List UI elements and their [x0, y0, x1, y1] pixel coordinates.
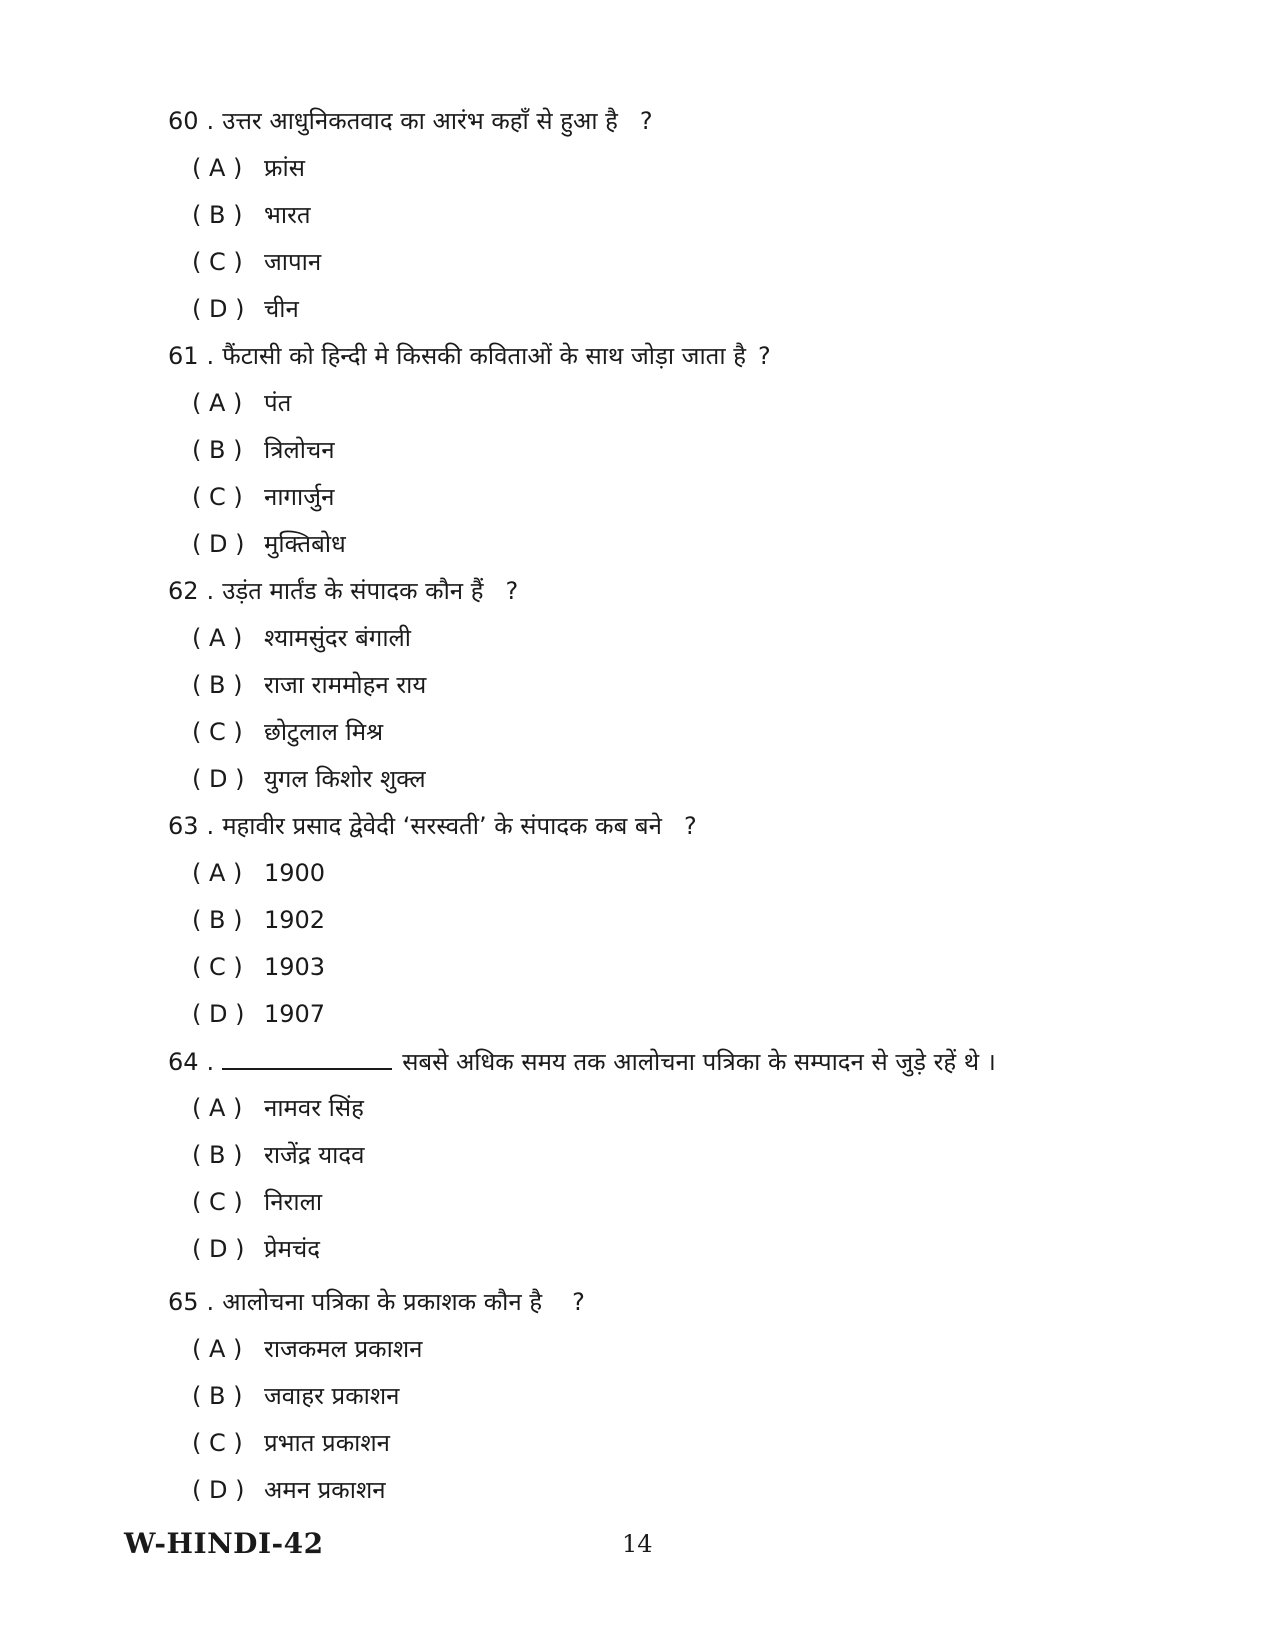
option-letter: ( B ) [192, 906, 243, 934]
option-a [192, 615, 1228, 662]
option-text: प्रेमचंद [264, 1235, 320, 1263]
option-letter: ( C ) [192, 1188, 243, 1216]
question-text: उड़ंत मार्तंड के संपादक कौन हैं [222, 577, 484, 605]
option-d [192, 1226, 1228, 1273]
option-letter: ( D ) [192, 1476, 245, 1504]
option-letter: ( D ) [192, 530, 245, 558]
option-text: निराला [264, 1188, 323, 1216]
question-number: 63 [168, 812, 199, 840]
option-text: फ्रांस [264, 154, 305, 182]
option-list [168, 380, 1228, 568]
question-number: 61 [168, 342, 199, 370]
question-mark: ? [683, 812, 697, 840]
number-separator: . [206, 342, 215, 370]
option-letter: ( C ) [192, 248, 243, 276]
option-letter: ( A ) [192, 389, 243, 417]
option-text: अमन प्रकाशन [264, 1476, 386, 1504]
option-letter: ( D ) [192, 1000, 245, 1028]
option-c [192, 709, 1228, 756]
option-letter: ( B ) [192, 671, 243, 699]
option-letter: ( D ) [192, 295, 245, 323]
question-text: सबसे अधिक समय तक आलोचना पत्रिका के सम्पादन से जुड़े रहें थे । [402, 1048, 996, 1076]
option-a [192, 1326, 1228, 1373]
option-text: त्रिलोचन [264, 436, 335, 464]
option-letter: ( C ) [192, 483, 243, 511]
option-text: 1902 [264, 906, 326, 934]
option-text: 1903 [264, 953, 326, 981]
number-separator: . [206, 107, 215, 135]
option-letter: ( B ) [192, 1382, 243, 1410]
question-line [168, 803, 1228, 850]
option-letter: ( A ) [192, 859, 243, 887]
option-text: युगल किशोर शुक्ल [264, 765, 426, 793]
option-letter: ( A ) [192, 1335, 243, 1363]
question-61 [168, 333, 1228, 568]
question-line [168, 333, 1228, 380]
option-a [192, 850, 1228, 897]
option-letter: ( D ) [192, 1235, 245, 1263]
page-number: 14 [622, 1530, 653, 1558]
option-letter: ( A ) [192, 1094, 243, 1122]
question-64 [168, 1038, 1228, 1273]
number-separator: . [206, 577, 215, 605]
question-65 [168, 1279, 1228, 1514]
question-60 [168, 98, 1228, 333]
question-number: 60 [168, 107, 199, 135]
option-text: मुक्तिबोध [264, 530, 346, 558]
question-line [168, 98, 1228, 145]
option-letter: ( D ) [192, 765, 245, 793]
option-text: जापान [264, 248, 322, 276]
option-text: 1900 [264, 859, 326, 887]
option-d [192, 756, 1228, 803]
option-text: पंत [264, 389, 292, 417]
option-text: राजा राममोहन राय [264, 671, 427, 699]
question-mark: ? [572, 1288, 585, 1316]
option-letter: ( C ) [192, 953, 243, 981]
option-b [192, 192, 1228, 239]
paper-code: W-HINDI-42 [124, 1527, 324, 1560]
option-b [192, 662, 1228, 709]
option-list [168, 850, 1228, 1038]
option-letter: ( C ) [192, 718, 243, 746]
question-63 [168, 803, 1228, 1038]
option-text: श्यामसुंदर बंगाली [264, 624, 412, 652]
option-b [192, 427, 1228, 474]
number-separator: . [206, 1048, 215, 1076]
option-letter: ( A ) [192, 624, 243, 652]
option-d [192, 991, 1228, 1038]
question-text: फैंटासी को हिन्दी मे किसकी कविताओं के साथ जोड़ा जाता है [222, 342, 746, 370]
option-list [168, 145, 1228, 333]
option-a [192, 380, 1228, 427]
option-d [192, 286, 1228, 333]
option-text: चीन [264, 295, 299, 323]
option-a [192, 1085, 1228, 1132]
question-mark: ? [757, 342, 771, 370]
question-text: महावीर प्रसाद द्वेवेदी ‘सरस्वती’ के संपादक कब बने [222, 812, 662, 840]
question-list [168, 98, 1228, 1514]
question-number: 62 [168, 577, 199, 605]
option-c [192, 239, 1228, 286]
question-62 [168, 568, 1228, 803]
option-text: प्रभात प्रकाशन [264, 1429, 390, 1457]
option-text: भारत [264, 201, 311, 229]
option-list [168, 1085, 1228, 1273]
question-mark: ? [639, 107, 653, 135]
question-line [168, 568, 1228, 615]
question-line [168, 1038, 1228, 1085]
option-text: राजेंद्र यादव [264, 1141, 365, 1169]
question-text: आलोचना पत्रिका के प्रकाशक कौन है [222, 1288, 543, 1316]
option-c [192, 944, 1228, 991]
question-text: उत्तर आधुनिकतवाद का आरंभ कहाँ से हुआ है [222, 107, 618, 135]
answer-blank [222, 1038, 392, 1070]
number-separator: . [206, 1288, 215, 1316]
option-text: राजकमल प्रकाशन [264, 1335, 423, 1363]
question-line [168, 1279, 1228, 1326]
number-separator: . [206, 812, 215, 840]
option-c [192, 1420, 1228, 1467]
option-list [168, 615, 1228, 803]
question-mark: ? [505, 577, 519, 605]
option-c [192, 474, 1228, 521]
option-c [192, 1179, 1228, 1226]
option-letter: ( B ) [192, 1141, 243, 1169]
option-d [192, 521, 1228, 568]
option-b [192, 1132, 1228, 1179]
option-text: छोटुलाल मिश्र [264, 718, 384, 746]
option-letter: ( B ) [192, 436, 243, 464]
option-b [192, 897, 1228, 944]
option-letter: ( A ) [192, 154, 243, 182]
question-number: 65 [168, 1288, 199, 1316]
option-letter: ( C ) [192, 1429, 243, 1457]
option-d [192, 1467, 1228, 1514]
option-text: नामवर सिंह [264, 1094, 364, 1122]
option-text: जवाहर प्रकाशन [264, 1382, 400, 1410]
option-a [192, 145, 1228, 192]
option-text: 1907 [264, 1000, 326, 1028]
option-text: नागार्जुन [264, 483, 335, 511]
question-number: 64 [168, 1048, 199, 1076]
option-list [168, 1326, 1228, 1514]
option-b [192, 1373, 1228, 1420]
option-letter: ( B ) [192, 201, 243, 229]
